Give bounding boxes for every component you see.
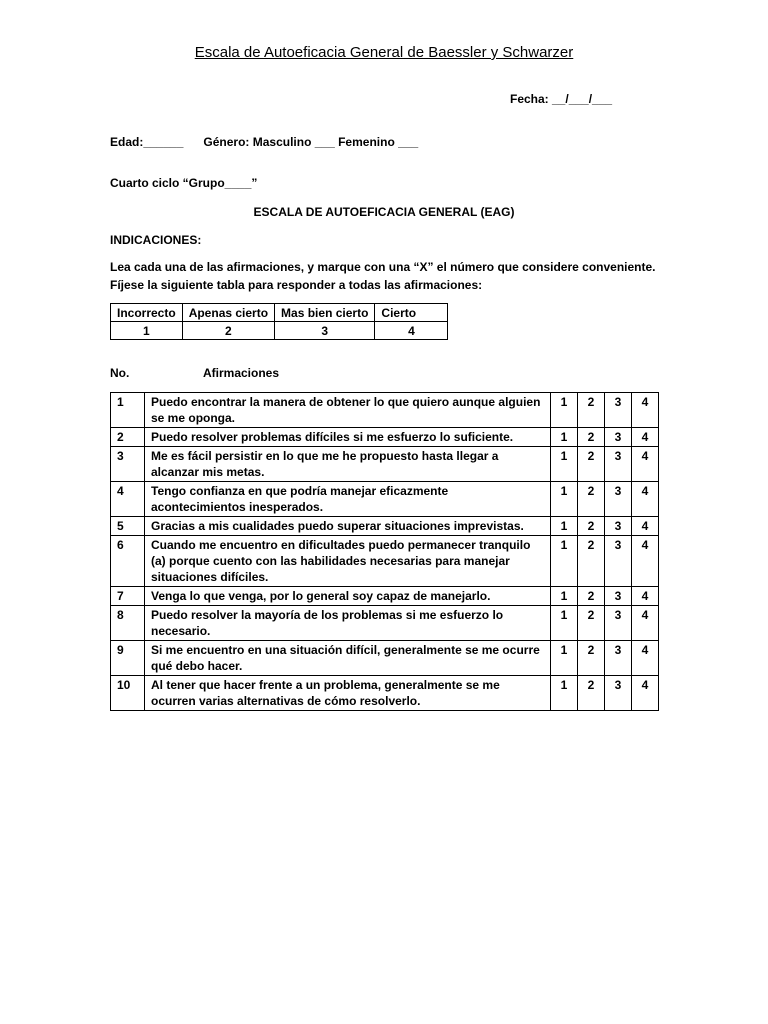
answer-option[interactable]: 2: [578, 676, 605, 711]
item-number: 1: [111, 393, 145, 428]
answer-option[interactable]: 3: [605, 517, 632, 536]
table-row: [111, 641, 659, 676]
table-row: [111, 517, 659, 536]
answer-option[interactable]: 2: [578, 606, 605, 641]
answer-option[interactable]: 1: [551, 447, 578, 482]
answer-option[interactable]: 4: [632, 482, 659, 517]
answer-option[interactable]: 2: [578, 587, 605, 606]
answer-option[interactable]: 3: [605, 428, 632, 447]
item-number: 2: [111, 428, 145, 447]
item-statement: Puedo resolver problemas difíciles si me esfuerzo lo suficiente.: [145, 428, 551, 447]
answer-option[interactable]: 1: [551, 641, 578, 676]
scale-value: 1: [111, 322, 183, 340]
grupo-field: Cuarto ciclo “Grupo____”: [110, 176, 258, 190]
item-number: 7: [111, 587, 145, 606]
table-row: [111, 482, 659, 517]
answer-option[interactable]: 1: [551, 393, 578, 428]
item-number: 4: [111, 482, 145, 517]
answer-option[interactable]: 4: [632, 536, 659, 587]
answer-option[interactable]: 4: [632, 606, 659, 641]
table-row: [111, 676, 659, 711]
item-statement: Puedo encontrar la manera de obtener lo que quiero aunque alguien se me oponga.: [145, 393, 551, 428]
answer-option[interactable]: 4: [632, 676, 659, 711]
answer-option[interactable]: 1: [551, 606, 578, 641]
answer-option[interactable]: 3: [605, 536, 632, 587]
item-statement: Tengo confianza en que podría manejar eficazmente acontecimientos inesperados.: [145, 482, 551, 517]
answer-option[interactable]: 3: [605, 393, 632, 428]
table-row: [111, 606, 659, 641]
answer-option[interactable]: 3: [605, 447, 632, 482]
item-statement: Cuando me encuentro en dificultades puedo permanecer tranquilo (a) porque cuento con las habilidades necesarias para manejar situaciones difíciles.: [145, 536, 551, 587]
items-column-headers: [110, 366, 280, 380]
item-statement: Al tener que hacer frente a un problema, generalmente se me ocurren varias alternativas de cómo resolverlo.: [145, 676, 551, 711]
instruction-line: Fíjese la siguiente tabla para responder a todas las afirmaciones:: [110, 278, 483, 292]
scale-value: 2: [182, 322, 274, 340]
scale-labels-row: [111, 304, 448, 322]
answer-option[interactable]: 1: [551, 482, 578, 517]
answer-option[interactable]: 4: [632, 393, 659, 428]
answer-option[interactable]: 1: [551, 517, 578, 536]
answer-option[interactable]: 4: [632, 447, 659, 482]
scale-label: Mas bien cierto: [275, 304, 375, 322]
answer-option[interactable]: 2: [578, 482, 605, 517]
answer-option[interactable]: 3: [605, 676, 632, 711]
answer-option[interactable]: 1: [551, 428, 578, 447]
edad-field: Edad:______: [110, 135, 184, 149]
answer-option[interactable]: 4: [632, 587, 659, 606]
scale-values-row: [111, 322, 448, 340]
scale-label: Apenas cierto: [182, 304, 274, 322]
scale-label: Cierto: [375, 304, 448, 322]
item-number: 8: [111, 606, 145, 641]
item-number: 5: [111, 517, 145, 536]
instruction-line: Lea cada una de las afirmaciones, y marque con una “X” el número que considere conveniente.: [110, 260, 656, 274]
answer-option[interactable]: 2: [578, 447, 605, 482]
table-row: [111, 393, 659, 428]
instructions: [110, 258, 670, 294]
item-statement: Venga lo que venga, por lo general soy capaz de manejarlo.: [145, 587, 551, 606]
answer-option[interactable]: 3: [605, 641, 632, 676]
answer-option[interactable]: 2: [578, 536, 605, 587]
answer-option[interactable]: 1: [551, 676, 578, 711]
personal-data-line: [110, 135, 418, 149]
item-statement: Puedo resolver la mayoría de los problemas si me esfuerzo lo necesario.: [145, 606, 551, 641]
item-number: 10: [111, 676, 145, 711]
answer-option[interactable]: 3: [605, 482, 632, 517]
item-statement: Si me encuentro en una situación difícil, generalmente se me ocurre qué debo hacer.: [145, 641, 551, 676]
table-row: [111, 536, 659, 587]
indicaciones-heading: INDICACIONES:: [110, 233, 202, 247]
item-number: 6: [111, 536, 145, 587]
answer-option[interactable]: 1: [551, 536, 578, 587]
item-statement: Gracias a mis cualidades puedo superar situaciones imprevistas.: [145, 517, 551, 536]
scale-value: 3: [275, 322, 375, 340]
answer-option[interactable]: 3: [605, 587, 632, 606]
answer-option[interactable]: 1: [551, 587, 578, 606]
scale-subtitle: ESCALA DE AUTOEFICACIA GENERAL (EAG): [253, 205, 515, 219]
item-number: 9: [111, 641, 145, 676]
answer-option[interactable]: 2: [578, 517, 605, 536]
answer-option[interactable]: 2: [578, 428, 605, 447]
document-title: Escala de Autoeficacia General de Baessler y Schwarzer: [194, 44, 574, 61]
answer-option[interactable]: 2: [578, 393, 605, 428]
scale-label: Incorrecto: [111, 304, 183, 322]
scale-value: 4: [375, 322, 448, 340]
items-table: [110, 392, 659, 711]
table-row: [111, 587, 659, 606]
answer-option[interactable]: 4: [632, 517, 659, 536]
table-row: [111, 428, 659, 447]
answer-option[interactable]: 2: [578, 641, 605, 676]
column-header-afirmaciones: Afirmaciones: [203, 366, 280, 380]
table-row: [111, 447, 659, 482]
answer-option[interactable]: 4: [632, 641, 659, 676]
answer-option[interactable]: 3: [605, 606, 632, 641]
item-number: 3: [111, 447, 145, 482]
response-scale-table: [110, 303, 448, 340]
genero-field: Género: Masculino ___ Femenino ___: [203, 135, 419, 149]
answer-option[interactable]: 4: [632, 428, 659, 447]
fecha-field: Fecha: __/___/___: [510, 92, 613, 106]
column-header-no: No.: [110, 366, 130, 380]
item-statement: Me es fácil persistir en lo que me he propuesto hasta llegar a alcanzar mis metas.: [145, 447, 551, 482]
